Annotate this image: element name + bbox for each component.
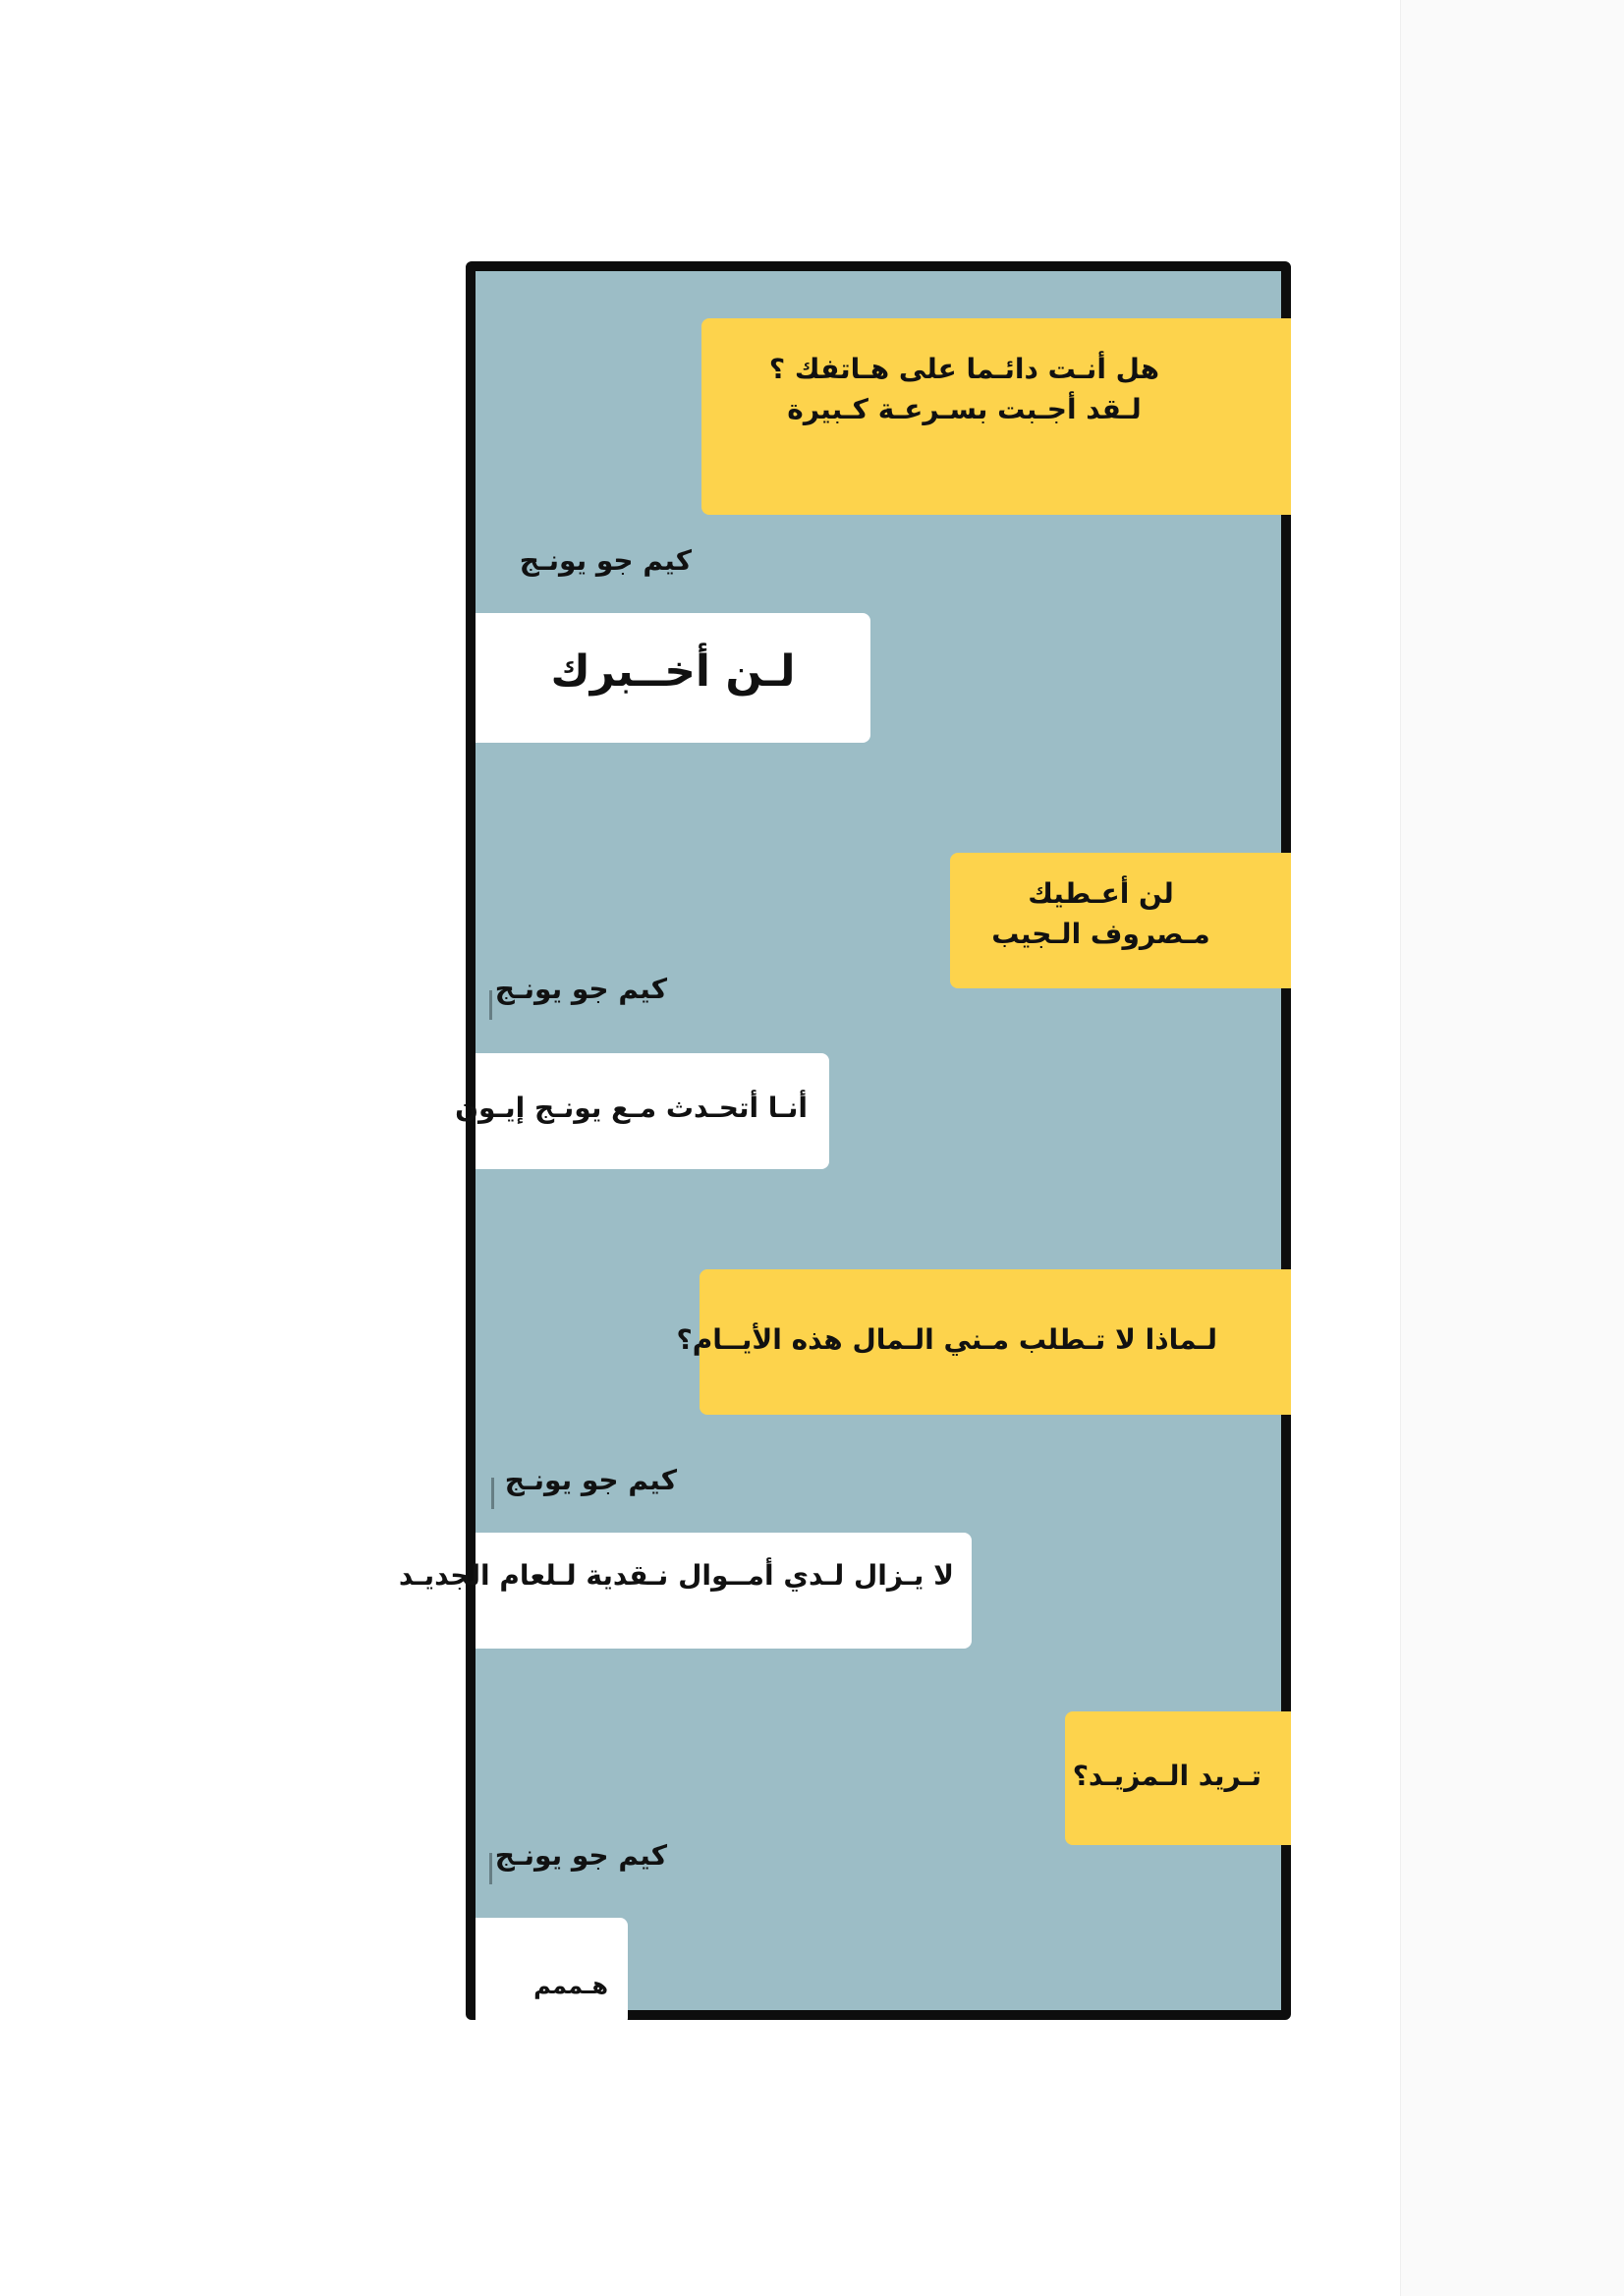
received-message-1[interactable]	[476, 613, 870, 743]
received-message-4[interactable]	[476, 1918, 628, 2026]
sender-marker-2	[489, 990, 492, 1020]
sent-message-1-line-2: لـقد أجـبت بسـرعـة كـبيرة	[787, 392, 1142, 425]
sender-marker-3	[491, 1478, 494, 1509]
received-message-1-text: لـن أخــبرك	[550, 646, 796, 697]
sent-message-1-line-1: هل أنـت دائـما على هـاتفك ؟	[768, 353, 1160, 385]
sent-message-3[interactable]	[676, 1269, 1291, 1415]
received-message-3[interactable]	[398, 1533, 972, 1649]
sender-name-2: كيم جو يونـج	[494, 973, 667, 1005]
sender-name-4: كيم جو يونـج	[494, 1839, 667, 1872]
sent-message-4[interactable]	[1065, 1711, 1291, 1845]
received-message-2[interactable]	[455, 1053, 829, 1169]
page-right-margin	[1400, 0, 1624, 2296]
sent-message-2-line-2: مـصروف الـجيب	[991, 917, 1210, 950]
received-message-3-text: لا يـزال لـدي أمــوال نـقدية لـلعام الجديـد	[398, 1559, 954, 1592]
received-message-4-text: هـممم	[533, 1972, 608, 1999]
sender-name-3: كيم جو يونـج	[504, 1464, 677, 1496]
sender-marker-4	[489, 1853, 492, 1884]
page-right-margin-edge	[1400, 0, 1401, 2296]
sent-message-2-line-1: لن أعـطيك	[1028, 877, 1174, 910]
sent-message-2[interactable]	[950, 853, 1291, 988]
sent-message-1[interactable]	[701, 318, 1291, 515]
sent-message-4-line-1: تـريد الـمزيـد؟	[1072, 1760, 1261, 1792]
sent-message-3-line-1: لـماذا لا تـطلب مـني الـمال هذه الأيــام؟	[676, 1323, 1217, 1356]
chat-screen-frame	[398, 261, 1291, 2020]
received-message-2-text: أنـا أتحـدث مـع يونـج إيـون	[455, 1092, 808, 1124]
sender-name-1: كيم جو يونـج	[519, 544, 692, 577]
